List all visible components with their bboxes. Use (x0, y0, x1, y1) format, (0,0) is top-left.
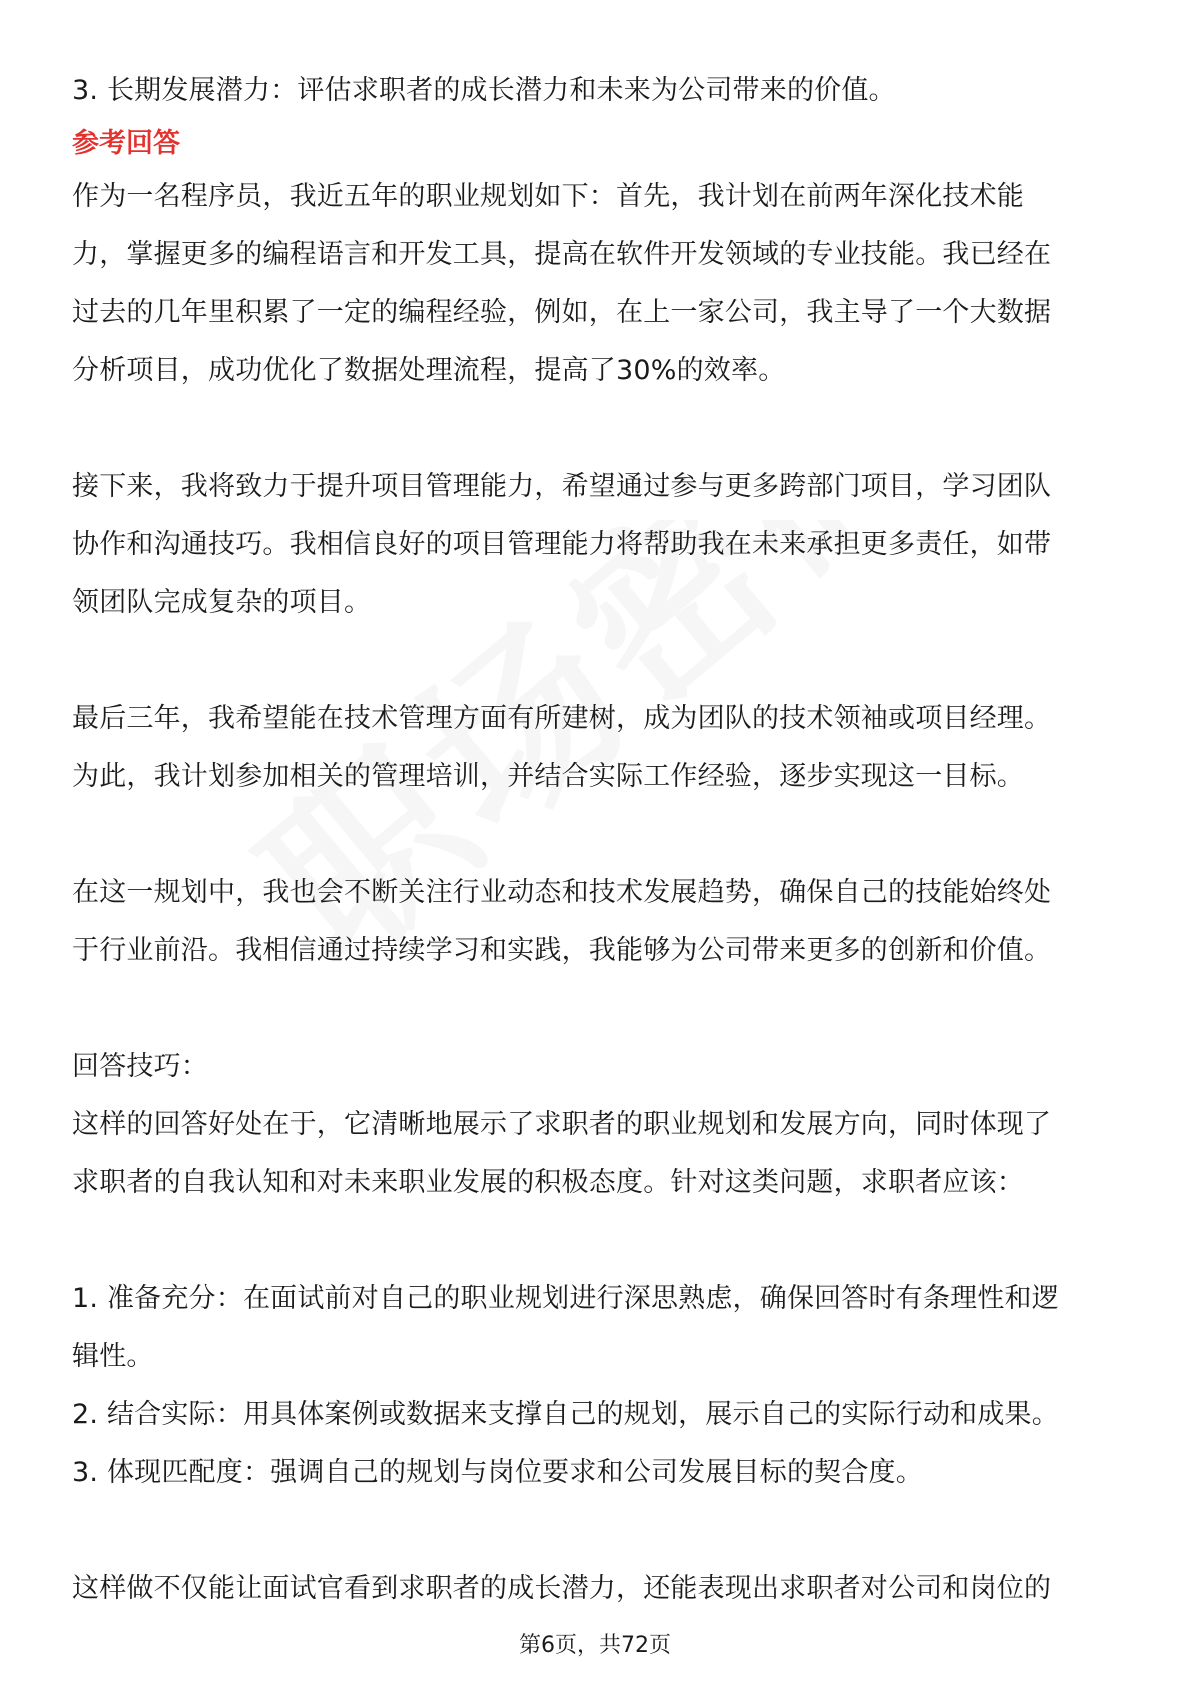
paragraph-line: 为此，我计划参加相关的管理培训，并结合实际工作经验，逐步实现这一目标。 (72, 761, 1024, 792)
tip-item: 1. 准备充分：在面试前对自己的职业规划进行深思熟虑，确保回答时有条理性和逻 (72, 1283, 1059, 1314)
tips-list (72, 1270, 1118, 1502)
paragraph-1 (72, 168, 1118, 400)
paragraph-gap (72, 980, 1118, 1038)
paragraph-line: 于行业前沿。我相信通过持续学习和实践，我能够为公司带来更多的创新和价值。 (72, 935, 1052, 966)
paragraph-5 (72, 1096, 1118, 1212)
paragraph-line: 求职者的自我认知和对未来职业发展的积极态度。针对这类问题，求职者应该： (72, 1167, 1024, 1198)
document-body (72, 62, 1118, 1618)
paragraph-gap (72, 1212, 1118, 1270)
page-number: 第6页，共72页 (519, 1633, 671, 1658)
paragraph-line: 接下来，我将致力于提升项目管理能力，希望通过参与更多跨部门项目，学习团队 (72, 471, 1052, 502)
paragraph-gap (72, 806, 1118, 864)
paragraph-line: 这样的回答好处在于，它清晰地展示了求职者的职业规划和发展方向，同时体现了 (72, 1109, 1052, 1140)
tips-heading: 回答技巧： (72, 1051, 208, 1082)
paragraph-line: 过去的几年里积累了一定的编程经验，例如，在上一家公司，我主导了一个大数据 (72, 297, 1052, 328)
paragraph-line: 协作和沟通技巧。我相信良好的项目管理能力将帮助我在未来承担更多责任，如带 (72, 529, 1052, 560)
paragraph-gap (72, 1502, 1118, 1560)
paragraph-2 (72, 458, 1118, 632)
paragraph-gap (72, 632, 1118, 690)
paragraph-3 (72, 690, 1118, 806)
intro-line: 3. 长期发展潜力：评估求职者的成长潜力和未来为公司带来的价值。 (72, 75, 896, 106)
paragraph-line: 最后三年，我希望能在技术管理方面有所建树，成为团队的技术领袖或项目经理。 (72, 703, 1052, 734)
paragraph-line: 力，掌握更多的编程语言和开发工具，提高在软件开发领域的专业技能。我已经在 (72, 239, 1052, 270)
tip-item: 2. 结合实际：用具体案例或数据来支撑自己的规划，展示自己的实际行动和成果。 (72, 1399, 1059, 1430)
paragraph-line: 在这一规划中，我也会不断关注行业动态和技术发展趋势，确保自己的技能始终处 (72, 877, 1052, 908)
tip-item: 辑性。 (72, 1341, 154, 1372)
paragraph-line: 作为一名程序员，我近五年的职业规划如下：首先，我计划在前两年深化技术能 (72, 181, 1024, 212)
paragraph-line: 分析项目，成功优化了数据处理流程，提高了30%的效率。 (72, 355, 786, 386)
tip-item: 3. 体现匹配度：强调自己的规划与岗位要求和公司发展目标的契合度。 (72, 1457, 923, 1488)
reference-heading: 参考回答 (72, 128, 180, 159)
paragraph-4 (72, 864, 1118, 980)
paragraph-gap (72, 400, 1118, 458)
paragraph-line: 领团队完成复杂的项目。 (72, 587, 372, 618)
closing-line: 这样做不仅能让面试官看到求职者的成长潜力，还能表现出求职者对公司和岗位的 (72, 1573, 1052, 1604)
